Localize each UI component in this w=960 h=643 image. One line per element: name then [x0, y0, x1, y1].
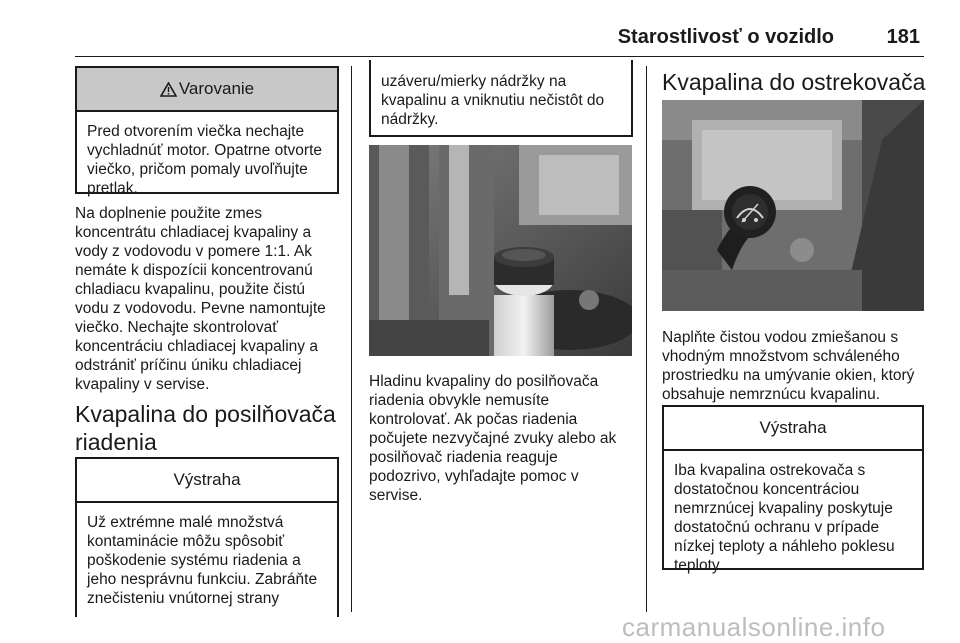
- text-line: Hladinu kvapaliny do posilňovača: [369, 373, 599, 390]
- text-line: Na doplnenie použite zmes: [75, 205, 262, 222]
- page-number: 181: [886, 26, 920, 48]
- text-line: kvapalinu a vniknutiu nečistôt do: [381, 92, 605, 109]
- caution-box-washer: [662, 405, 924, 574]
- text-line: vodu z vodovodu. Pevne namontujte: [75, 300, 326, 317]
- text-line: servise.: [369, 487, 423, 504]
- text-line: viečko. Nechajte skontrolovať: [75, 319, 279, 336]
- warning-box: [75, 66, 339, 197]
- text-line: nemáte k dispozícii koncentrovanú: [75, 262, 313, 279]
- text-line: prostriedku na umývanie okien, ktorý: [662, 367, 915, 384]
- watermark-url: carmanualsonline.info: [622, 612, 886, 642]
- title-line: Kvapalina do posilňovača: [75, 401, 336, 427]
- running-header-title: Starostlivosť o vozidlo: [617, 26, 834, 48]
- caution-box-steering: [75, 457, 339, 617]
- washer-fluid-paragraph: [662, 328, 932, 404]
- caution-box-header: Výstraha: [664, 407, 922, 451]
- text-line: viečko, pričom pomaly uvoľňujte: [87, 161, 308, 178]
- text-line: znečisteniu vnútornej strany: [87, 590, 280, 607]
- text-line: kvapaliny v servise.: [75, 376, 210, 393]
- text-line: podozrivo, vyhľadajte pomoc v: [369, 468, 579, 485]
- text-line: pretlak.: [87, 180, 138, 197]
- coolant-paragraph: [75, 204, 345, 394]
- caution-box-header: Výstraha: [77, 459, 337, 503]
- text-line: koncentrátu chladiacej kvapaliny a: [75, 224, 312, 241]
- text-line: poškodenie systému riadenia a: [87, 552, 301, 569]
- caution-box-text: [77, 503, 337, 608]
- text-line: nízkej teploty a náhleho poklesu: [674, 538, 895, 555]
- column-divider-2: [646, 66, 647, 612]
- column-divider-1: [351, 66, 352, 612]
- text-line: koncentráciu chladiacej kvapaliny a: [75, 338, 318, 355]
- text-line: počujete nezvyčajné zvuky alebo ak: [369, 430, 617, 447]
- warning-box-text: [77, 112, 337, 198]
- text-line: kontaminácie môžu spôsobiť: [87, 533, 285, 550]
- text-line: vody z vodovodu v pomere 1:1. Ak: [75, 243, 312, 260]
- text-line: dostatočnou koncentráciou: [674, 481, 860, 498]
- text-line: Iba kvapalina ostrekovača s: [674, 462, 866, 479]
- text-line: jeho nesprávnu funkciu. Zabráňte: [87, 571, 318, 588]
- caution-box-continued-text: [371, 60, 631, 129]
- text-line: teploty.: [674, 557, 723, 574]
- text-line: Naplňte čistou vodou zmiešanou s: [662, 329, 899, 346]
- text-line: dostatočnú ochranu v prípade: [674, 519, 880, 536]
- text-line: chladiacu kvapalinu, použite čistú: [75, 281, 306, 298]
- text-line: nádržky.: [381, 111, 439, 128]
- warning-box-header: [77, 68, 337, 112]
- power-steering-reservoir-photo: [369, 145, 632, 356]
- warning-box-title: Varovanie: [178, 79, 255, 98]
- text-line: posilňovač riadenia reaguje: [369, 449, 558, 466]
- text-line: odstrániť príčinu úniku chladiacej: [75, 357, 302, 374]
- caution-box-text: [664, 451, 922, 575]
- text-line: kontrolovať. Ak počas riadenia: [369, 411, 578, 428]
- section-title-power-steering: [75, 400, 336, 456]
- text-line: vhodným množstvom schváleného: [662, 348, 900, 365]
- text-line: obsahuje nemrznúcu kvapalinu.: [662, 386, 880, 403]
- text-line: nemrznúcej kvapaliny poskytuje: [674, 500, 893, 517]
- header-rule: [75, 56, 924, 57]
- washer-reservoir-photo: [662, 100, 924, 311]
- text-line: Pred otvorením viečka nechajte: [87, 123, 305, 140]
- text-line: vychladnúť motor. Opatrne otvorte: [87, 142, 322, 159]
- text-line: uzáveru/mierky nádržky na: [381, 73, 567, 90]
- text-line: Už extrémne malé množstvá: [87, 514, 284, 531]
- text-line: riadenia obvykle nemusíte: [369, 392, 550, 409]
- title-line: riadenia: [75, 429, 157, 455]
- power-steering-paragraph: [369, 372, 641, 505]
- section-title-washer-fluid: Kvapalina do ostrekovača: [662, 69, 926, 95]
- warning-triangle-icon: [160, 82, 177, 97]
- caution-box-continued: [369, 60, 633, 137]
